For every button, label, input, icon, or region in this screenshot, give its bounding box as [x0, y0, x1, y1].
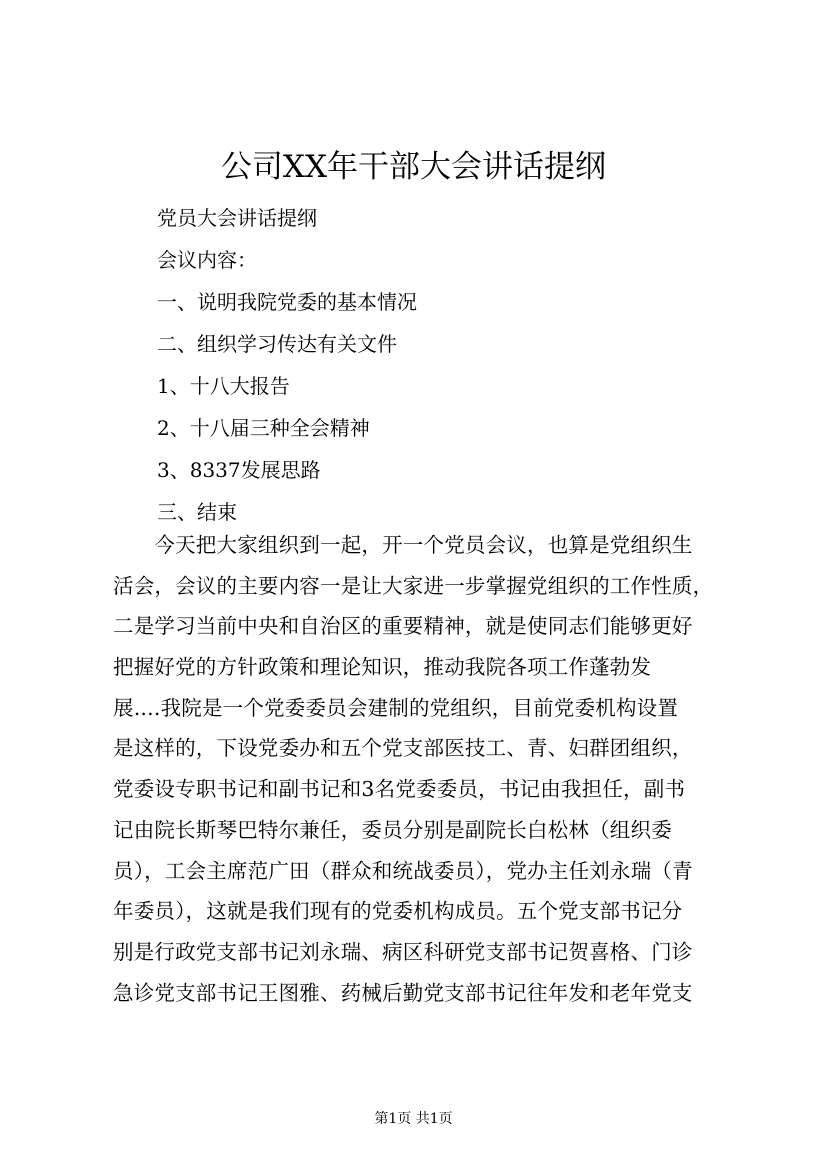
paragraph-line: 年委员），这就是我们现有的党委机构成员。五个党支部书记分 — [113, 899, 683, 924]
outline-item: 三、结束 — [157, 500, 237, 524]
body-paragraph — [113, 525, 728, 1013]
paragraph-line: 是这样的，下设党委办和五个党支部医技工、青、妇群团组织， — [113, 736, 693, 761]
paragraph-line: 别是行政党支部书记刘永瑞、病区科研党支部书记贺喜格、门诊 — [113, 939, 693, 964]
paragraph-line: 党委设专职书记和副书记和3名党委委员，书记由我担任，副书 — [113, 777, 686, 802]
outline-item: 二、组织学习传达有关文件 — [157, 332, 397, 356]
paragraph-line: 二是学习当前中央和自治区的重要精神，就是使同志们能够更好 — [113, 614, 693, 639]
outline-item: 一、说明我院党委的基本情况 — [157, 290, 417, 314]
outline-item: 3、8337发展思路 — [157, 458, 321, 482]
paragraph-line: 活会，会议的主要内容一是让大家进一步掌握党组织的工作性质， — [113, 573, 714, 598]
paragraph-line: 展....我院是一个党委委员会建制的党组织，目前党委机构设置 — [113, 695, 679, 720]
document-title: 公司XX年干部大会讲话提纲 — [220, 149, 607, 185]
outline-item: 会议内容： — [157, 248, 257, 272]
outline-item: 党员大会讲话提纲 — [157, 206, 317, 230]
outline-item: 1、十八大报告 — [157, 374, 290, 398]
paragraph-line: 今天把大家组织到一起，开一个党员会议，也算是党组织生 — [113, 533, 693, 557]
page-footer: 第1页 共1页 — [374, 1111, 453, 1127]
outline-list — [157, 197, 757, 533]
paragraph-line: 记由院长斯琴巴特尔兼任，委员分别是副院长白松林（组织委 — [113, 817, 672, 842]
paragraph-line: 急诊党支部书记王图雅、药械后勤党支部书记往年发和老年党支 — [113, 980, 693, 1005]
paragraph-line: 员），工会主席范广田（群众和统战委员），党办主任刘永瑞（青 — [113, 858, 693, 883]
outline-item: 2、十八届三种全会精神 — [157, 416, 370, 440]
paragraph-line: 把握好党的方针政策和理论知识，推动我院各项工作蓬勃发 — [113, 655, 652, 680]
